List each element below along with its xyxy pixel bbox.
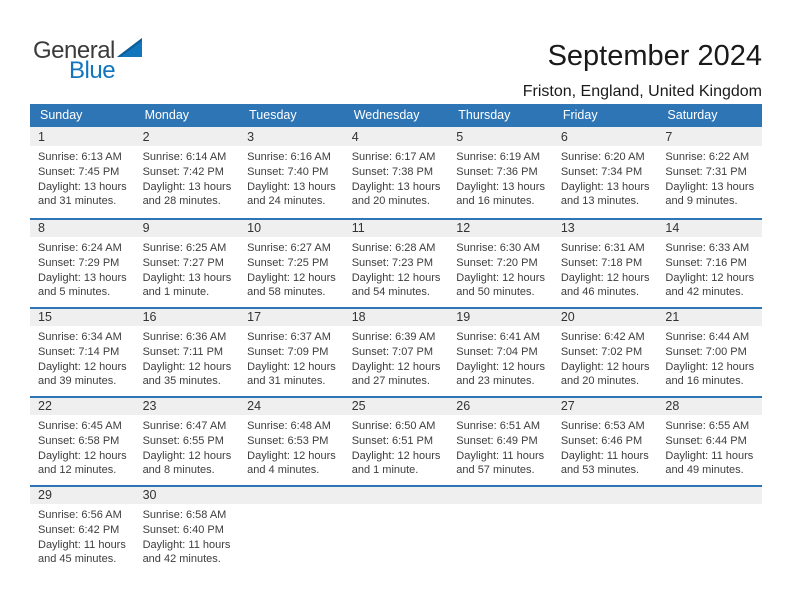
day-detail-line: Daylight: 11 hours [142, 538, 231, 551]
date-number: 8 [30, 220, 135, 237]
day-detail-line: and 16 minutes. [456, 195, 535, 208]
day-detail-line: Sunset: 7:18 PM [560, 256, 643, 269]
day-detail-line: Sunrise: 6:37 AM [247, 331, 331, 343]
day-details [135, 326, 240, 389]
day-detail-line: Sunrise: 6:16 AM [247, 151, 331, 163]
day-detail-line: Sunrise: 6:33 AM [665, 242, 750, 254]
calendar-day-cell [135, 487, 240, 574]
day-detail-line: Daylight: 12 hours [351, 271, 441, 284]
calendar-day-cell [30, 220, 135, 307]
day-detail-line: Sunrise: 6:45 AM [38, 420, 122, 432]
calendar-day-cell [344, 309, 449, 396]
date-number [239, 487, 344, 504]
day-detail-line: Daylight: 13 hours [351, 180, 441, 193]
day-detail-line: Sunset: 7:31 PM [665, 165, 747, 178]
day-header-thursday: Thursday [458, 108, 511, 122]
day-detail-line: Daylight: 13 hours [456, 180, 545, 193]
day-detail-line: Sunset: 7:25 PM [247, 256, 329, 269]
day-detail-line: Daylight: 11 hours [665, 449, 754, 462]
day-details [30, 146, 135, 209]
date-number: 11 [344, 220, 449, 237]
day-details [30, 415, 135, 478]
day-detail-line: Daylight: 12 hours [142, 360, 232, 373]
day-detail-line: Sunrise: 6:25 AM [142, 242, 227, 254]
day-detail-line: Sunset: 6:53 PM [247, 434, 329, 447]
day-details [239, 237, 344, 300]
day-details [30, 326, 135, 389]
day-detail-line: Sunrise: 6:55 AM [665, 420, 750, 432]
day-detail-line: Sunset: 6:42 PM [38, 523, 120, 536]
calendar-grid [30, 104, 762, 574]
date-number: 7 [657, 127, 762, 146]
day-detail-line: Sunrise: 6:19 AM [456, 151, 541, 163]
day-detail-line: Sunrise: 6:47 AM [142, 420, 227, 432]
day-detail-line: Sunset: 7:16 PM [665, 256, 747, 269]
day-detail-line: and 23 minutes. [456, 375, 535, 388]
date-number: 29 [30, 487, 135, 504]
day-detail-line: Daylight: 12 hours [665, 360, 755, 373]
calendar-day-cell [657, 220, 762, 307]
day-detail-line: Sunset: 7:45 PM [38, 165, 120, 178]
day-details [448, 326, 553, 389]
calendar-day-cell [30, 309, 135, 396]
day-detail-line: Daylight: 12 hours [351, 360, 441, 373]
date-number [553, 487, 658, 504]
day-details [448, 237, 553, 300]
day-detail-line: Sunset: 7:23 PM [351, 256, 434, 269]
calendar-empty-cell [344, 487, 449, 574]
date-number: 24 [239, 398, 344, 415]
day-header-saturday: Saturday [667, 108, 718, 122]
calendar-day-cell [657, 398, 762, 485]
day-detail-line: and 20 minutes. [560, 375, 640, 388]
day-details [135, 504, 240, 567]
date-number: 10 [239, 220, 344, 237]
calendar-day-cell [239, 127, 344, 218]
calendar-day-cell [344, 398, 449, 485]
day-detail-line: Sunset: 6:44 PM [665, 434, 747, 447]
calendar-day-cell [448, 220, 553, 307]
day-detail-line: Sunrise: 6:28 AM [351, 242, 436, 254]
day-detail-line: Sunrise: 6:20 AM [560, 151, 645, 163]
day-detail-line: Sunrise: 6:27 AM [247, 242, 331, 254]
day-detail-line: Daylight: 12 hours [38, 449, 127, 462]
day-detail-line: Daylight: 12 hours [665, 271, 755, 284]
day-detail-line: Daylight: 11 hours [38, 538, 126, 551]
day-detail-line: Daylight: 13 hours [560, 180, 650, 193]
day-detail-line: Daylight: 13 hours [665, 180, 755, 193]
day-details [553, 237, 658, 300]
day-details [30, 237, 135, 300]
day-of-week-header-row [30, 104, 762, 127]
calendar-day-cell [30, 487, 135, 574]
day-detail-line: Sunrise: 6:22 AM [665, 151, 750, 163]
day-detail-line: Sunset: 7:07 PM [351, 345, 434, 358]
day-detail-line: Sunrise: 6:31 AM [560, 242, 645, 254]
day-details [239, 146, 344, 209]
day-details [30, 504, 135, 567]
day-detail-line: Daylight: 12 hours [560, 271, 650, 284]
calendar-day-cell [657, 127, 762, 218]
day-header-friday: Friday [562, 108, 598, 122]
day-details [657, 146, 762, 209]
day-detail-line: and 57 minutes. [456, 464, 535, 477]
calendar-day-cell [135, 398, 240, 485]
day-detail-line: Sunset: 7:40 PM [247, 165, 329, 178]
date-number: 28 [657, 398, 762, 415]
day-detail-line: Sunrise: 6:24 AM [38, 242, 122, 254]
date-number: 21 [657, 309, 762, 326]
logo-text-blue: Blue [69, 57, 116, 84]
calendar-day-cell [553, 309, 658, 396]
day-detail-line: Sunrise: 6:44 AM [665, 331, 750, 343]
day-detail-line: Daylight: 12 hours [247, 449, 336, 462]
day-details [448, 146, 553, 209]
day-detail-line: Sunset: 6:46 PM [560, 434, 643, 447]
day-detail-line: Daylight: 12 hours [351, 449, 441, 462]
calendar-day-cell [553, 127, 658, 218]
day-detail-line: Sunrise: 6:41 AM [456, 331, 541, 343]
day-detail-line: and 27 minutes. [351, 375, 430, 388]
day-detail-line: and 42 minutes. [142, 553, 221, 566]
date-number: 9 [135, 220, 240, 237]
day-detail-line: Sunrise: 6:39 AM [351, 331, 436, 343]
day-detail-line: Daylight: 12 hours [456, 271, 545, 284]
date-number: 26 [448, 398, 553, 415]
day-detail-line: and 35 minutes. [142, 375, 221, 388]
day-detail-line: Daylight: 13 hours [142, 271, 232, 284]
day-detail-line: Sunset: 7:09 PM [247, 345, 329, 358]
day-detail-line: Sunrise: 6:42 AM [560, 331, 645, 343]
day-detail-line: Sunrise: 6:58 AM [142, 509, 227, 521]
day-header-wednesday: Wednesday [353, 108, 420, 122]
calendar-day-cell [553, 220, 658, 307]
day-detail-line: Sunset: 7:04 PM [456, 345, 538, 358]
day-header-sunday: Sunday [40, 108, 83, 122]
day-detail-line: and 49 minutes. [665, 464, 744, 477]
week-row [30, 396, 762, 485]
day-details [657, 237, 762, 300]
day-detail-line: Sunset: 7:34 PM [560, 165, 643, 178]
page-subtitle: Friston, England, United Kingdom [522, 83, 762, 100]
date-number: 2 [135, 127, 240, 146]
day-detail-line: and 9 minutes. [665, 195, 738, 208]
date-number: 20 [553, 309, 658, 326]
day-detail-line: Daylight: 11 hours [560, 449, 649, 462]
date-number: 16 [135, 309, 240, 326]
day-detail-line: Sunset: 7:14 PM [38, 345, 120, 358]
logo-text-general: General [33, 37, 115, 64]
calendar-day-cell [448, 127, 553, 218]
weeks-container [30, 127, 762, 574]
day-detail-line: Sunrise: 6:48 AM [247, 420, 331, 432]
day-detail-line: Sunset: 7:11 PM [142, 345, 224, 358]
calendar-day-cell [135, 127, 240, 218]
calendar-day-cell [135, 220, 240, 307]
day-detail-line: Daylight: 12 hours [38, 360, 127, 373]
day-detail-line: Sunset: 7:20 PM [456, 256, 538, 269]
day-detail-line: Daylight: 12 hours [247, 271, 336, 284]
day-detail-line: and 5 minutes. [38, 286, 111, 299]
day-header-monday: Monday [144, 108, 190, 122]
day-detail-line: Sunset: 6:51 PM [351, 434, 434, 447]
date-number: 14 [657, 220, 762, 237]
date-number: 23 [135, 398, 240, 415]
day-detail-line: and 31 minutes. [38, 195, 117, 208]
logo-triangle-icon [117, 38, 142, 61]
day-details [135, 146, 240, 209]
day-detail-line: and 16 minutes. [665, 375, 744, 388]
day-details [239, 326, 344, 389]
day-details [657, 415, 762, 478]
date-number: 27 [553, 398, 658, 415]
day-detail-line: Sunrise: 6:14 AM [142, 151, 227, 163]
calendar-day-cell [344, 127, 449, 218]
day-detail-line: and 1 minute. [351, 464, 419, 477]
day-details [344, 415, 449, 478]
date-number [448, 487, 553, 504]
page-title: September 2024 [547, 40, 762, 72]
week-row [30, 218, 762, 307]
week-row [30, 307, 762, 396]
day-detail-line: and 50 minutes. [456, 286, 535, 299]
day-detail-line: and 31 minutes. [247, 375, 326, 388]
day-detail-line: Sunrise: 6:53 AM [560, 420, 645, 432]
day-details [553, 415, 658, 478]
general-blue-logo [33, 38, 142, 83]
title-block [523, 40, 762, 101]
day-detail-line: Daylight: 13 hours [247, 180, 336, 193]
day-detail-line: and 53 minutes. [560, 464, 640, 477]
day-detail-line: Sunset: 6:58 PM [38, 434, 120, 447]
date-number: 18 [344, 309, 449, 326]
day-detail-line: and 28 minutes. [142, 195, 221, 208]
day-detail-line: Sunrise: 6:30 AM [456, 242, 541, 254]
day-detail-line: Sunset: 7:27 PM [142, 256, 224, 269]
date-number: 4 [344, 127, 449, 146]
day-detail-line: Sunset: 6:55 PM [142, 434, 224, 447]
date-number: 19 [448, 309, 553, 326]
day-detail-line: Daylight: 12 hours [560, 360, 650, 373]
calendar-day-cell [135, 309, 240, 396]
date-number: 30 [135, 487, 240, 504]
week-row [30, 127, 762, 218]
day-detail-line: and 54 minutes. [351, 286, 430, 299]
day-details [344, 146, 449, 209]
day-detail-line: and 24 minutes. [247, 195, 326, 208]
calendar-day-cell [239, 309, 344, 396]
day-detail-line: and 58 minutes. [247, 286, 326, 299]
day-detail-line: Sunrise: 6:17 AM [351, 151, 436, 163]
calendar-day-cell [344, 220, 449, 307]
calendar-empty-cell [657, 487, 762, 574]
day-detail-line: Sunrise: 6:34 AM [38, 331, 122, 343]
day-detail-line: and 42 minutes. [665, 286, 744, 299]
day-detail-line: Sunrise: 6:56 AM [38, 509, 122, 521]
day-details [553, 146, 658, 209]
date-number: 15 [30, 309, 135, 326]
day-detail-line: and 39 minutes. [38, 375, 117, 388]
calendar-empty-cell [239, 487, 344, 574]
day-detail-line: and 20 minutes. [351, 195, 430, 208]
day-detail-line: and 8 minutes. [142, 464, 215, 477]
day-detail-line: and 45 minutes. [38, 553, 117, 566]
day-detail-line: and 13 minutes. [560, 195, 640, 208]
day-detail-line: and 12 minutes. [38, 464, 117, 477]
day-detail-line: and 1 minute. [142, 286, 210, 299]
calendar-empty-cell [448, 487, 553, 574]
date-number [657, 487, 762, 504]
day-detail-line: Sunset: 6:49 PM [456, 434, 538, 447]
date-number: 17 [239, 309, 344, 326]
day-details [344, 237, 449, 300]
day-details [448, 415, 553, 478]
day-detail-line: Sunset: 6:40 PM [142, 523, 224, 536]
calendar-day-cell [239, 220, 344, 307]
day-detail-line: Sunset: 7:36 PM [456, 165, 538, 178]
calendar-day-cell [239, 398, 344, 485]
calendar-day-cell [30, 127, 135, 218]
day-detail-line: Daylight: 13 hours [142, 180, 232, 193]
day-detail-line: Daylight: 12 hours [142, 449, 232, 462]
calendar-empty-cell [553, 487, 658, 574]
calendar-day-cell [30, 398, 135, 485]
date-number: 25 [344, 398, 449, 415]
date-number: 12 [448, 220, 553, 237]
date-number: 22 [30, 398, 135, 415]
day-details [657, 326, 762, 389]
day-detail-line: Sunset: 7:02 PM [560, 345, 643, 358]
day-detail-line: Sunrise: 6:50 AM [351, 420, 436, 432]
day-detail-line: Daylight: 12 hours [456, 360, 545, 373]
day-detail-line: Sunset: 7:42 PM [142, 165, 224, 178]
day-detail-line: and 46 minutes. [560, 286, 640, 299]
date-number: 13 [553, 220, 658, 237]
date-number: 5 [448, 127, 553, 146]
day-detail-line: Sunset: 7:29 PM [38, 256, 120, 269]
week-row [30, 485, 762, 574]
day-details [553, 326, 658, 389]
day-detail-line: and 4 minutes. [247, 464, 320, 477]
day-detail-line: Daylight: 13 hours [38, 271, 127, 284]
date-number: 3 [239, 127, 344, 146]
date-number [344, 487, 449, 504]
day-detail-line: Sunset: 7:38 PM [351, 165, 434, 178]
calendar-day-cell [448, 309, 553, 396]
day-detail-line: Sunset: 7:00 PM [665, 345, 747, 358]
day-details [135, 415, 240, 478]
day-details [239, 415, 344, 478]
date-number: 6 [553, 127, 658, 146]
day-detail-line: Daylight: 11 hours [456, 449, 545, 462]
date-number: 1 [30, 127, 135, 146]
day-detail-line: Sunrise: 6:36 AM [142, 331, 227, 343]
calendar-day-cell [448, 398, 553, 485]
day-detail-line: Daylight: 12 hours [247, 360, 336, 373]
calendar-day-cell [657, 309, 762, 396]
day-detail-line: Sunrise: 6:13 AM [38, 151, 122, 163]
day-header-tuesday: Tuesday [249, 108, 297, 122]
day-details [135, 237, 240, 300]
day-details [344, 326, 449, 389]
day-detail-line: Daylight: 13 hours [38, 180, 127, 193]
day-detail-line: Sunrise: 6:51 AM [456, 420, 541, 432]
calendar-day-cell [553, 398, 658, 485]
